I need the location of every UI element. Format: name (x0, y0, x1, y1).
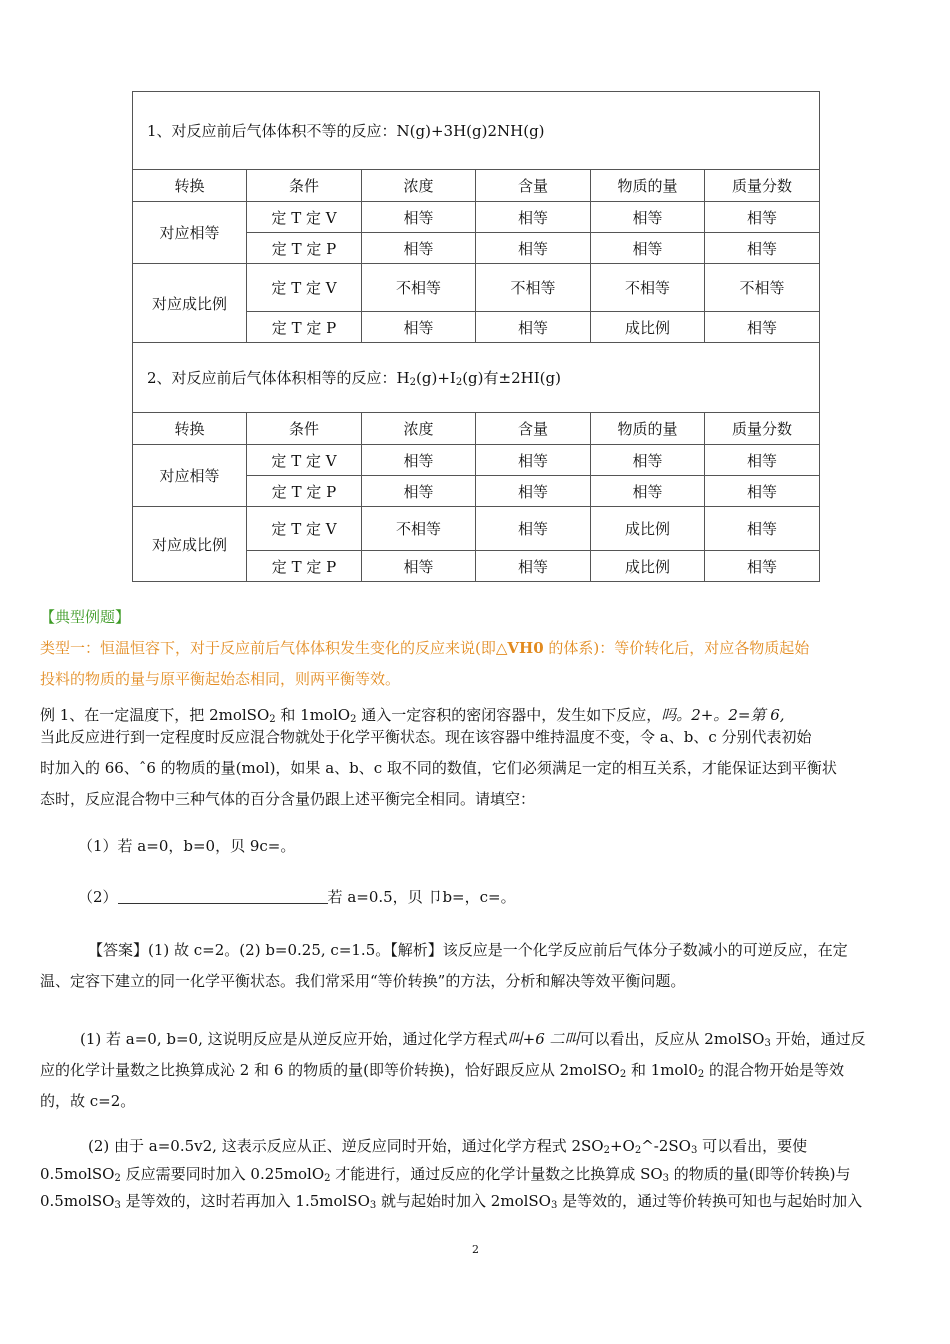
table-cell: 相等 (362, 202, 476, 233)
table-cell: 相等 (476, 202, 591, 233)
question-2: （2） 若 a=0.5，贝 卩b=，c=。 (78, 888, 516, 906)
table-cell: 相等 (591, 445, 705, 476)
table-cell: 定 T 定 P (247, 476, 362, 507)
col-header: 物质的量 (591, 413, 705, 445)
table-cell: 定 T 定 V (247, 445, 362, 476)
table-cell: 相等 (476, 445, 591, 476)
table-cell: 定 T 定 P (247, 312, 362, 343)
answer-line: 【答案】(1) 故 c=2。(2) b=0.25, c=1.5。【解析】该反应是一个化学反应前后气体分子数减小的可逆反应，在定 (88, 941, 848, 959)
table-cell: 相等 (705, 202, 820, 233)
analysis-line: (1) 若 a=0, b=0, 这说明反应是从逆反应开始，通过化学方程式叫+6 二叫可以看出，反应从 2molSO$_3$ 开始，通过反 (80, 1030, 866, 1049)
table-cell: 定 T 定 P (247, 233, 362, 264)
table-cell: 定 T 定 V (247, 264, 362, 312)
table-cell: 成比例 (591, 507, 705, 551)
table-cell: 不相等 (476, 264, 591, 312)
analysis-line: 0.5molSO$_2$ 反应需要同时加入 0.25molO$_2$ 才能进行，通过反应的化学计量数之比换算成 $SO_3$ 的物质的量(即等价转换)与 (40, 1165, 851, 1184)
type1-line: 投料的物质的量与原平衡起始态相同，则两平衡等效。 (40, 670, 401, 688)
example1-line: 例 1、在一定温度下，把 2molSO$_2$ 和 1molO$_2$ 通入一定容积的密闭容器中，发生如下反应，吗。2+。2=第 6, (40, 706, 785, 725)
analysis-line: 的，故 c=2。 (40, 1092, 136, 1110)
table-cell: 定 T 定 V (247, 202, 362, 233)
table-cell: 相等 (476, 312, 591, 343)
table-cell: 相等 (705, 551, 820, 582)
col-header: 转换 (133, 413, 247, 445)
table-cell: 相等 (591, 476, 705, 507)
table-cell: 相等 (705, 233, 820, 264)
table-cell: 不相等 (362, 264, 476, 312)
analysis-line: 应的化学计量数之比换算成沁 2 和 6 的物质的量(即等价转换)，恰好跟反应从 2molSO$_2$ 和 $1mol0_2$ 的混合物开始是等效 (40, 1061, 845, 1080)
col-header: 质量分数 (705, 170, 820, 202)
col-header: 含量 (476, 413, 591, 445)
table-cell: 相等 (705, 445, 820, 476)
table-row (133, 445, 820, 476)
type1-line: 类型一：恒温恒容下，对于反应前后气体体积发生变化的反应来说(即△VH0 的体系)：等价转化后，对应各物质起始 (40, 639, 810, 657)
col-header: 条件 (247, 170, 362, 202)
table-cell: 相等 (476, 507, 591, 551)
table-cell: 相等 (362, 445, 476, 476)
analysis-line: (2) 由于 a=0.5v2, 这表示反应从正、逆反应同时开始，通过化学方程式 $2SO_2+O_2\^{}-2SO_3$ 可以看出，要使 (88, 1137, 808, 1156)
col-header: 条件 (247, 413, 362, 445)
table-cell: 不相等 (362, 507, 476, 551)
group-label: 对应成比例 (133, 264, 247, 343)
equivalence-table (132, 91, 820, 582)
table-cell: 相等 (362, 476, 476, 507)
table-cell: 成比例 (591, 551, 705, 582)
col-header: 浓度 (362, 170, 476, 202)
page-number: 2 (472, 1243, 479, 1256)
table-cell: 相等 (362, 312, 476, 343)
example1-line: 时加入的 66、ˆ6 的物质的量(mol)，如果 a、b、c 取不同的数值，它们必须满足一定的相互关系，才能保证达到平衡状 (40, 759, 837, 777)
table-cell: 不相等 (591, 264, 705, 312)
section2-title: 2、对反应前后气体体积相等的反应：$H_2(g)+I_2(g)$有±2HI(g) (133, 343, 820, 413)
table-cell: 相等 (476, 476, 591, 507)
section1-title: 1、对反应前后气体体积不等的反应：N(g)+3H(g)2NH(g) (133, 92, 820, 170)
table-row (133, 507, 820, 551)
table-cell: 相等 (362, 551, 476, 582)
table-cell: 相等 (705, 507, 820, 551)
table-cell: 相等 (705, 476, 820, 507)
section1-header-row (133, 170, 820, 202)
table-cell: 不相等 (705, 264, 820, 312)
table-cell: 定 T 定 V (247, 507, 362, 551)
table-cell: 成比例 (591, 312, 705, 343)
example1-line: 态时，反应混合物中三种气体的百分含量仍跟上述平衡完全相同。请填空： (40, 790, 536, 808)
table-cell: 相等 (476, 551, 591, 582)
col-header: 含量 (476, 170, 591, 202)
col-header: 转换 (133, 170, 247, 202)
group-label: 对应相等 (133, 202, 247, 264)
group-label: 对应相等 (133, 445, 247, 507)
table-cell: 相等 (476, 233, 591, 264)
col-header: 浓度 (362, 413, 476, 445)
table-cell: 相等 (705, 312, 820, 343)
table-cell: 相等 (591, 233, 705, 264)
group-label: 对应成比例 (133, 507, 247, 582)
table-cell: 定 T 定 P (247, 551, 362, 582)
table-row (133, 264, 820, 312)
answer-line: 温、定容下建立的同一化学平衡状态。我们常采用“等价转换”的方法，分析和解决等效平衡问题。 (40, 972, 686, 990)
table-cell: 相等 (362, 233, 476, 264)
col-header: 质量分数 (705, 413, 820, 445)
col-header: 物质的量 (591, 170, 705, 202)
question-1: （1）若 a=0，b=0，贝 9c=。 (78, 837, 296, 855)
analysis-line: 0.5molSO$_3$ 是等效的，这时若再加入 1.5molSO$_3$ 就与起始时加入 2molSO$_3$ 是等效的，通过等价转换可知也与起始时加入 (40, 1192, 863, 1211)
answer-blank (118, 889, 328, 904)
table-cell: 相等 (591, 202, 705, 233)
table-row (133, 202, 820, 233)
example1-line: 当此反应进行到一定程度时反应混合物就处于化学平衡状态。现在该容器中维持温度不变，令 a、b、c 分别代表初始 (40, 728, 812, 746)
section2-header-row (133, 413, 820, 445)
typical-example-heading: 【典型例题】 (40, 608, 131, 626)
